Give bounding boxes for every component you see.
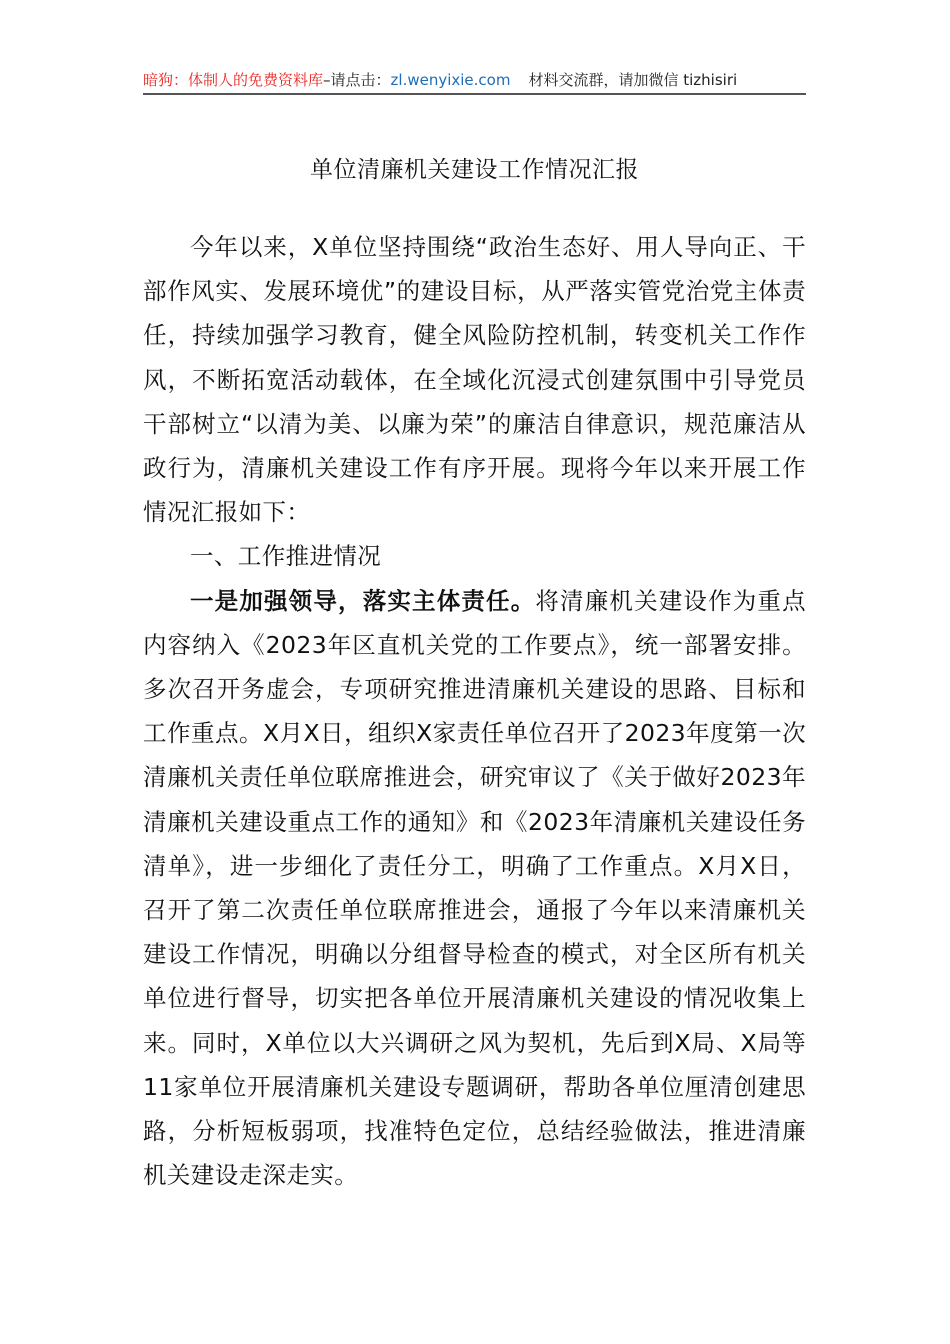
document-body (143, 225, 806, 1197)
promo-site-name: 暗狗：体制人的免费资料库 (143, 71, 324, 89)
document-title: 单位清廉机关建设工作情况汇报 (310, 157, 639, 183)
point-1-paragraph (143, 579, 806, 1198)
promo-wechat: 材料交流群，请加微信 tizhisiri (528, 71, 738, 89)
intro-paragraph: 今年以来，X单位坚持围绕“政治生态好、用人导向正、干部作风实、发展环境优”的建设目标，从严落实管党治党主体责任，持续加强学习教育，健全风险防控机制，转变机关工作作风，不断拓宽活动载体，在全域化沉浸式创建氛围中引导党员干部树立“以清为美、以廉为荣”的廉洁自律意识，规范廉洁从政行为，清廉机关建设工作有序开展。现将今年以来开展工作情况汇报如下： (143, 233, 806, 527)
promo-header (143, 68, 806, 92)
promo-link[interactable]: zl.wenyixie.com (390, 71, 511, 89)
promo-click-label: –请点击： (323, 71, 391, 89)
section-heading: 一、工作推进情况 (190, 542, 382, 571)
header-divider (143, 93, 806, 95)
point-1-body: 将清廉机关建设作为重点内容纳入《2023年区直机关党的工作要点》，统一部署安排。多次召开务虚会，专项研究推进清廉机关建设的思路、目标和工作重点。X月X日，组织X家责任单位召开了2023年度第一次清廉机关责任单位联席推进会，研究审议了《关于做好2023年清廉机关建设重点工作的通知》和《2023年清廉机关建设任务清单》，进一步细化了责任分工，明确了工作重点。X月X日，召开了第二次责任单位联席推进会，通报了今年以来清廉机关建设工作情况，明确以分组督导检查的模式，对全区所有机关单位进行督导，切实把各单位开展清廉机关建设的情况收集上来。同时，X单位以大兴调研之风为契机，先后到X局、X局等11家单位开展清廉机关建设专题调研，帮助各单位厘清创建思路，分析短板弱项，找准特色定位，总结经验做法，推进清廉机关建设走深走实。 (143, 586, 806, 1190)
point-1-lead: 一是加强领导，落实主体责任。 (190, 586, 536, 615)
